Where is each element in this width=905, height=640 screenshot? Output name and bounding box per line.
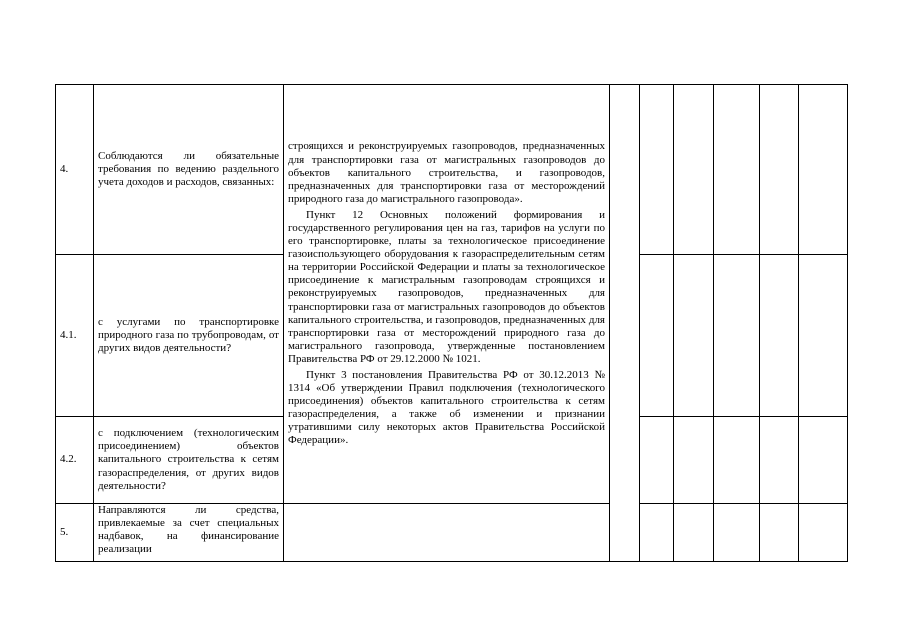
- answer-cell[interactable]: [760, 504, 799, 562]
- answer-cell[interactable]: [610, 85, 640, 562]
- answer-cell[interactable]: [674, 85, 714, 255]
- answer-cell[interactable]: [799, 417, 848, 504]
- answer-cell[interactable]: [714, 85, 760, 255]
- answer-cell[interactable]: [714, 504, 760, 562]
- requisites-cell: [284, 504, 610, 562]
- answer-cell[interactable]: [640, 85, 674, 255]
- answer-cell[interactable]: [674, 504, 714, 562]
- answer-cell[interactable]: [799, 255, 848, 417]
- answer-cell[interactable]: [799, 85, 848, 255]
- answer-cell[interactable]: [799, 504, 848, 562]
- requisite-paragraph: Пункт 12 Основных положений формирования и государственного регулирования цен на газ, тарифов на услуги по его транспортировке, платы за технологическое присоединение газоиспользующего оборудования к газораспределительным сетям на территории Российской Федерации и платы за технологическое присоединение к магистральным газопроводам строящихся и реконструируемых газопроводов, предназначенных для транспортировки газа от магистральных газопроводов до объектов капитального строительства, и газопроводов, предназначенных для транспортировки газа от месторождений природного газа до магистрального газопровода, утвержденные постановлением Правительства РФ от 29.12.2000 № 1021.: [288, 208, 605, 365]
- question-cell: Соблюдаются ли обязательные требования по ведению раздельного учета доходов и расходов, связанных:: [94, 85, 284, 255]
- answer-cell[interactable]: [640, 504, 674, 562]
- answer-cell[interactable]: [760, 417, 799, 504]
- answer-cell[interactable]: [640, 255, 674, 417]
- answer-cell[interactable]: [760, 255, 799, 417]
- question-cell: Направляются ли средства, привлекаемые за счет специальных надбавок, на финансирование реализации: [94, 504, 284, 562]
- question-cell: с услугами по транспортировке природного газа по трубопроводам, от других видов деятельности?: [94, 255, 284, 417]
- answer-cell[interactable]: [640, 417, 674, 504]
- requisite-paragraph: строящихся и реконструируемых газопроводов, предназначенных для транспортировки газа от магистральных газопроводов до объектов капитального строительства, и газопроводов, предназначенных для транспортировки газа от месторождений природного газа до магистрального газопровода».: [288, 140, 605, 205]
- answer-cell[interactable]: [674, 417, 714, 504]
- answer-cell[interactable]: [714, 255, 760, 417]
- answer-cell[interactable]: [674, 255, 714, 417]
- row-number: 4.2.: [56, 417, 94, 504]
- table-row: [56, 504, 848, 562]
- row-number: 4.1.: [56, 255, 94, 417]
- row-number: 5.: [56, 504, 94, 562]
- question-cell: с подключением (технологическим присоединением) объектов капитального строительства к сетям газораспределения, от других видов деятельности?: [94, 417, 284, 504]
- requisite-paragraph: Пункт 3 постановления Правительства РФ от 30.12.2013 № 1314 «Об утверждении Правил подключения (технологического присоединения) объектов капитального строительства к сетям газораспределения, а также об изменении и признании утратившими силу некоторых актов Правительства Российской Федерации».: [288, 369, 605, 447]
- checklist-table: [55, 84, 848, 562]
- answer-cell[interactable]: [760, 85, 799, 255]
- requisites-cell: [284, 85, 610, 504]
- table-row: [56, 85, 848, 255]
- answer-cell[interactable]: [714, 417, 760, 504]
- row-number: 4.: [56, 85, 94, 255]
